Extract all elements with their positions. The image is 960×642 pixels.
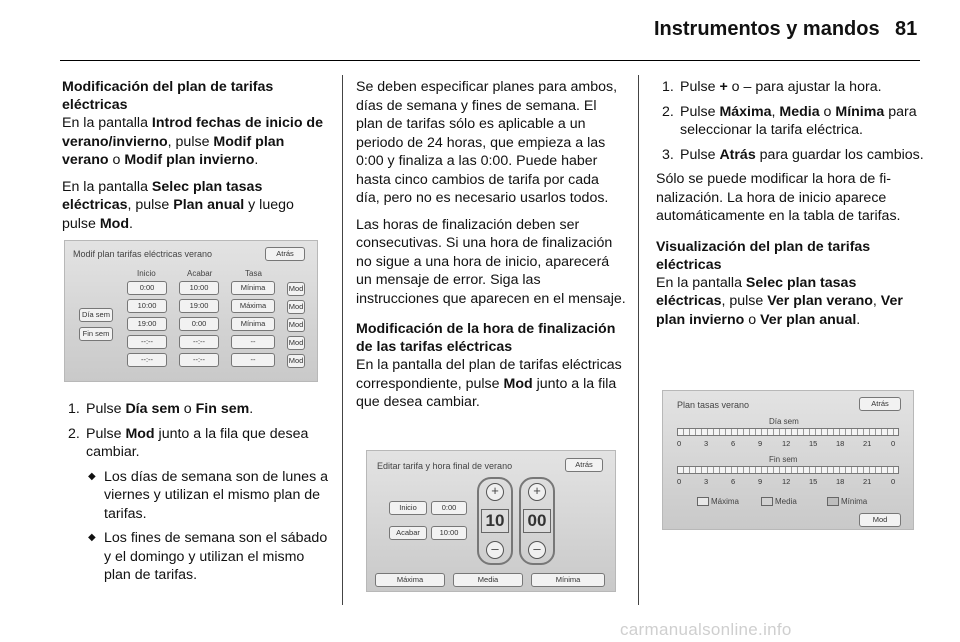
weekend-button[interactable]: Fin sem — [79, 327, 113, 341]
bullet-list — [86, 468, 330, 585]
header-rule — [60, 60, 920, 61]
text: , — [771, 103, 780, 120]
min-rate-button[interactable]: Mínima — [531, 573, 605, 587]
hour-tick: 18 — [836, 439, 845, 448]
weekend-timeline — [677, 466, 899, 474]
text: . — [254, 152, 259, 168]
screen-title: Plan tasas verano — [677, 400, 750, 410]
steps-list — [62, 400, 330, 585]
rate-cell: Mínima — [231, 317, 275, 331]
list-item — [656, 78, 924, 97]
minute-plus-icon[interactable]: + — [528, 483, 546, 501]
hour-tick: 0 — [677, 439, 682, 448]
page-header — [0, 0, 960, 62]
hour-tick: 9 — [758, 439, 763, 448]
weekday-button[interactable]: Día sem — [79, 308, 113, 322]
step-number: 3. — [662, 146, 674, 163]
start-cell: --:-- — [127, 335, 167, 349]
paragraph — [62, 178, 330, 234]
column-2 — [356, 78, 626, 420]
minute-value: 00 — [523, 509, 551, 533]
hour-tick: 15 — [809, 439, 818, 448]
end-label: Acabar — [389, 526, 427, 540]
diamond-bullet-icon: ◆ — [88, 532, 96, 543]
column-divider-1 — [342, 75, 343, 605]
text: junto a la fila que desea cambiar. — [86, 425, 309, 460]
mod-button[interactable]: Mod — [287, 318, 305, 332]
text: Pulse — [680, 79, 720, 95]
hour-tick: 3 — [704, 477, 709, 486]
text: Los días de semana son de lunes a viernes y utilizan el mismo plan de tarifas. — [104, 468, 329, 522]
column-1-steps — [62, 400, 330, 591]
text: Los fines de semana son el sábado y el domingo y utilizan el mismo plan de tarifas. — [104, 530, 328, 583]
heading-modify-end-time: Modificación de la hora de finalización de las tarifas eléctricas — [356, 321, 616, 355]
legend-medium-label: Media — [775, 497, 797, 506]
text: , pulse — [721, 293, 768, 309]
legend-min-swatch — [827, 497, 839, 506]
ui-term: Modif plan invierno — [124, 152, 255, 168]
medium-rate-button[interactable]: Media — [453, 573, 523, 587]
hour-value: 10 — [481, 509, 509, 533]
hour-tick: 6 — [731, 477, 736, 486]
mod-button[interactable]: Mod — [287, 336, 305, 350]
hour-tick: 0 — [891, 477, 896, 486]
ui-term: Selec plan tasas eléctricas — [656, 274, 857, 309]
start-label: Inicio — [389, 501, 427, 515]
paragraph — [356, 356, 626, 412]
back-button[interactable]: Atrás — [859, 397, 901, 411]
paragraph — [656, 274, 924, 330]
text: o — [744, 311, 761, 328]
heading-modify-plan: Modificación del plan de tarifas eléctricas — [62, 79, 274, 113]
back-button[interactable]: Atrás — [265, 247, 305, 261]
text: En la pantalla del plan de tarifas eléctricas correspondiente, pulse — [356, 357, 622, 392]
page-number: 81 — [895, 18, 918, 40]
col-rate-label: Tasa — [245, 269, 262, 278]
column-3 — [656, 78, 924, 337]
end-cell: 10:00 — [179, 281, 219, 295]
minute-minus-icon[interactable]: – — [528, 541, 546, 559]
text: Pulse — [680, 146, 720, 163]
text: o — [819, 103, 836, 120]
rate-cell: Mínima — [231, 281, 275, 295]
ui-term: Plan anual — [173, 197, 245, 213]
step-number: 1. — [68, 401, 80, 417]
screen-summer-rate-plan — [662, 390, 914, 530]
hour-tick: 18 — [836, 477, 845, 486]
diamond-bullet-icon: ◆ — [88, 470, 96, 482]
paragraph: Sólo se puede modificar la hora de finalización. La hora de inicio aparece automáticamente en la tabla de tarifas. — [656, 171, 901, 224]
end-cell: 19:00 — [179, 299, 219, 313]
heading-view-plan: Visualización del plan de tarifas eléctricas — [656, 238, 871, 273]
ui-term: Fin sem — [195, 401, 250, 417]
list-item — [62, 425, 330, 585]
hour-tick: 15 — [809, 477, 818, 486]
step-number: 2. — [662, 103, 674, 120]
legend-max-label: Máxima — [711, 497, 740, 506]
ui-term: Mínima — [835, 103, 885, 120]
text: o — [179, 401, 196, 417]
hour-minus-icon[interactable]: – — [486, 541, 504, 559]
list-item — [656, 146, 924, 165]
paragraph: Las horas de finalización deben ser consecutivas. Si una hora de finalización no sigue a una hora de inicio, aparecerá un mensaje de error. Siga las instrucciones que aparecen en el mensaje. — [356, 216, 626, 307]
text: , — [872, 293, 881, 309]
text: junto a la fila que desea cambiar. — [356, 375, 617, 410]
hour-tick: 0 — [677, 477, 682, 486]
steps-list — [656, 78, 924, 164]
column-1 — [62, 78, 330, 241]
watermark: carmanualsonline.info — [620, 620, 792, 639]
start-cell: --:-- — [127, 353, 167, 367]
text: En la pantalla — [656, 274, 746, 291]
legend-min-label: Mínima — [841, 497, 868, 506]
ui-term: Ver plan anual — [760, 311, 857, 328]
step-number: 1. — [662, 79, 674, 95]
ui-term: Máxima — [719, 103, 772, 120]
col-end-label: Acabar — [187, 269, 213, 278]
list-item — [86, 468, 330, 524]
end-cell: --:-- — [179, 353, 219, 367]
text: , pulse — [127, 197, 174, 213]
hour-tick: 21 — [863, 439, 872, 448]
text: . — [856, 311, 861, 328]
screen-edit-rate-end-time — [366, 450, 616, 592]
start-cell: 0:00 — [127, 281, 167, 295]
weekend-label: Fin sem — [769, 455, 798, 464]
screen-title: Modif plan tarifas eléctricas verano — [73, 249, 213, 259]
paragraph — [62, 114, 330, 170]
ui-term: Modif plan verano — [62, 133, 285, 168]
ui-term: Mod — [99, 215, 130, 232]
step-number: 2. — [68, 425, 80, 442]
mod-button[interactable]: Mod — [859, 513, 901, 527]
text: En la pantalla — [62, 178, 152, 195]
text: y luego pulse — [62, 197, 294, 232]
rate-cell: -- — [231, 335, 275, 349]
ui-term: Mod — [503, 375, 533, 392]
legend-max-swatch — [697, 497, 709, 506]
list-item — [656, 103, 924, 140]
column-divider-2 — [638, 75, 639, 605]
ui-term: Introd fechas de inicio de verano/invierno — [62, 115, 323, 150]
text: Pulse — [86, 425, 126, 442]
list-item — [86, 529, 330, 585]
start-value: 0:00 — [431, 501, 467, 515]
text: En la pantalla — [62, 115, 152, 131]
hour-tick: 3 — [704, 439, 709, 448]
start-cell: 19:00 — [127, 317, 167, 331]
max-rate-button[interactable]: Máxima — [375, 573, 445, 587]
weekday-timeline — [677, 428, 899, 436]
weekday-label: Día sem — [769, 417, 799, 426]
paragraph: Se deben especificar planes para ambos, días de semana y fines de semana. El plan de tarifas sólo es aplicable a un periodo de 24 horas, que empieza a las 0:00 y finaliza a las 0:00. Puede haber hasta cinco cambios de tarifa por cada día, pero no es necesario usarlos todos. — [356, 79, 618, 206]
list-item — [62, 400, 330, 419]
ui-term: + — [719, 79, 728, 95]
hour-tick: 21 — [863, 477, 872, 486]
ui-term: Selec plan tasas eléctricas — [62, 178, 263, 213]
end-cell: --:-- — [179, 335, 219, 349]
ui-term: Ver plan invierno — [656, 293, 903, 328]
text: . — [129, 215, 133, 232]
mod-button[interactable]: Mod — [287, 300, 305, 314]
mod-button[interactable]: Mod — [287, 282, 305, 296]
rate-cell: Máxima — [231, 299, 275, 313]
text: o — [108, 152, 125, 168]
hour-tick: 6 — [731, 439, 736, 448]
hour-tick: 9 — [758, 477, 763, 486]
text: Pulse — [680, 103, 720, 120]
start-cell: 10:00 — [127, 299, 167, 313]
screen-title: Editar tarifa y hora final de verano — [377, 461, 513, 471]
end-value: 10:00 — [431, 526, 467, 540]
ui-term: Mod — [125, 425, 155, 442]
hour-plus-icon[interactable]: + — [486, 483, 504, 501]
text: , pulse — [167, 133, 214, 150]
legend-medium-swatch — [761, 497, 773, 506]
text: para seleccionar la tarifa eléctrica. — [680, 103, 917, 138]
hour-tick: 0 — [891, 439, 896, 448]
ui-term: Atrás — [719, 146, 756, 163]
rate-cell: -- — [231, 353, 275, 367]
end-cell: 0:00 — [179, 317, 219, 331]
text: para guardar los cambios. — [755, 146, 924, 163]
text: . — [249, 401, 254, 417]
text: Pulse — [86, 401, 126, 417]
text: o – para ajustar la hora. — [727, 79, 882, 95]
ui-term: Media — [779, 103, 820, 120]
ui-term: Ver plan verano — [767, 293, 873, 309]
hour-tick: 12 — [782, 477, 791, 486]
screen-edit-summer-plan — [64, 240, 318, 382]
ui-term: Día sem — [125, 401, 180, 417]
back-button[interactable]: Atrás — [565, 458, 603, 472]
section-title: Instrumentos y mandos — [654, 18, 880, 40]
mod-button[interactable]: Mod — [287, 354, 305, 368]
col-start-label: Inicio — [137, 269, 156, 278]
hour-tick: 12 — [782, 439, 791, 448]
